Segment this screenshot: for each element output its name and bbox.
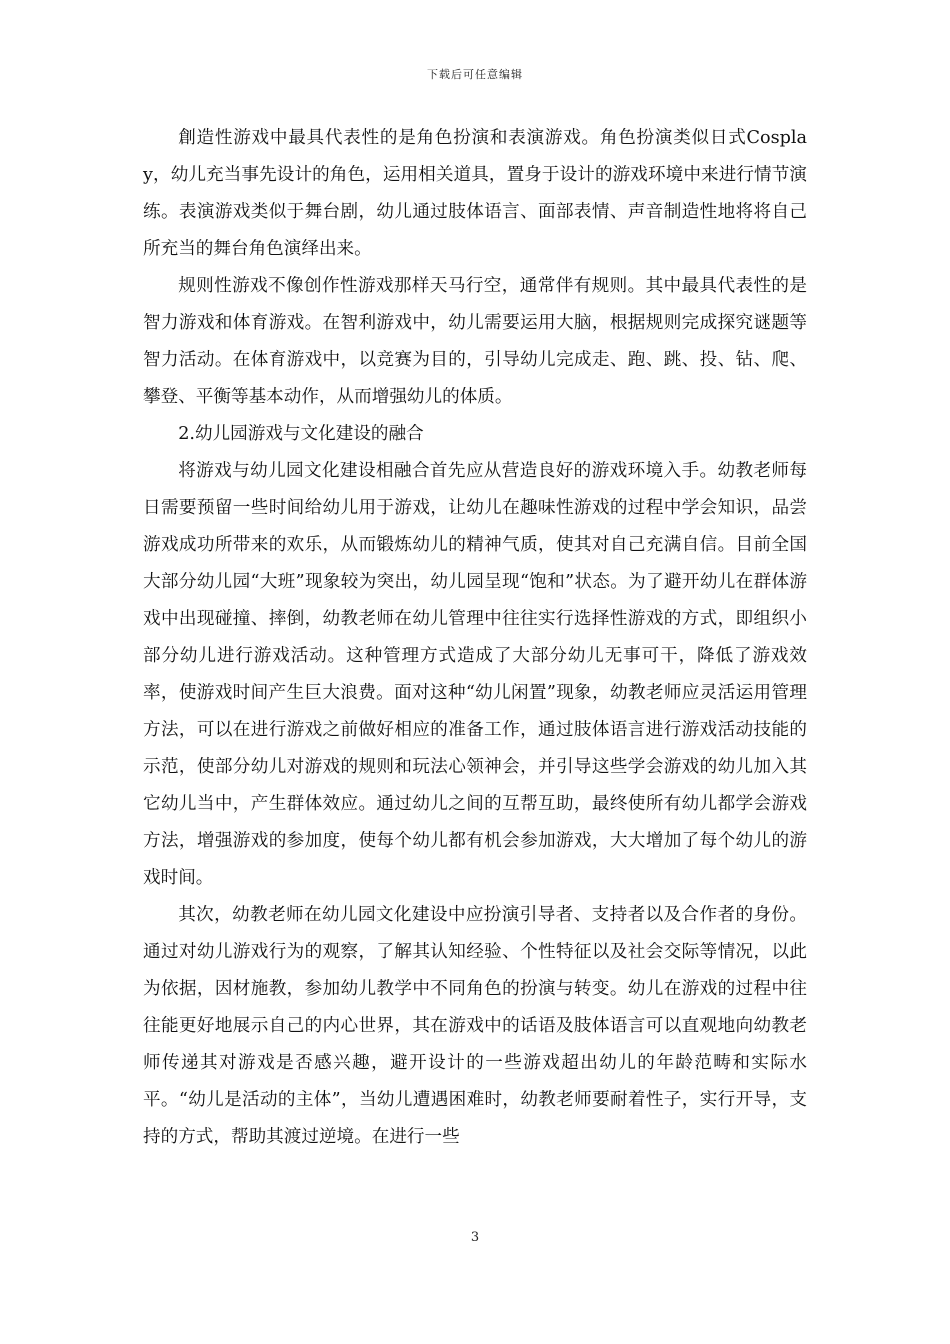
- page-number: 3: [470, 1230, 480, 1245]
- page-header: 下载后可任意编辑: [427, 68, 523, 81]
- paragraph-game-environment: 将游戏与幼儿园文化建设相融合首先应从营造良好的游戏环境入手。幼教老师每日需要预留一些时间给幼儿用于游戏，让幼儿在趣味性游戏的过程中学会知识，品尝游戏成功所带来的欢乐，从而锻炼幼儿的精神气质，使其对自己充满自信。目前全国大部分幼儿园“大班”现象较为突出，幼儿园呈现“饱和”状态。为了避开幼儿在群体游戏中出现碰撞、摔倒，幼教老师在幼儿管理中往往实行选择性游戏的方式，即组织小部分幼儿进行游戏活动。这种管理方式造成了大部分幼儿无事可干，降低了游戏效率，使游戏时间产生巨大浪费。面对这种“幼儿闲置”现象，幼教老师应灵活运用管理方法，可以在进行游戏之前做好相应的准备工作，通过肢体语言进行游戏活动技能的示范，使部分幼儿对游戏的规则和玩法心领神会，并引导这些学会游戏的幼儿加入其它幼儿当中，产生群体效应。通过幼儿之间的互帮互助，最终使所有幼儿都学会游戏方法，增强游戏的参加度，使每个幼儿都有机会参加游戏，大大增加了每个幼儿的游戏时间。: [143, 461, 807, 888]
- section-heading: 2.幼儿园游戏与文化建设的融合: [178, 424, 424, 444]
- paragraph-teacher-role: 其次，幼教老师在幼儿园文化建设中应扮演引导者、支持者以及合作者的身份。通过对幼儿游戏行为的观察，了解其认知经验、个性特征以及社会交际等情况，以此为依据，因材施教，参加幼儿教学中不同角色的扮演与转变。幼儿在游戏的过程中往往能更好地展示自己的内心世界，其在游戏中的话语及肢体语言可以直观地向幼教老师传递其对游戏是否感兴趣，避开设计的一些游戏超出幼儿的年龄范畴和实际水平。“幼儿是活动的主体”，当幼儿遭遇困难时，幼教老师要耐着性子，实行开导，支持的方式，帮助其渡过逆境。在进行一些: [143, 905, 807, 1147]
- paragraph-rule-games: 规则性游戏不像创作性游戏那样天马行空，通常伴有规则。其中最具代表性的是智力游戏和体育游戏。在智利游戏中，幼儿需要运用大脑，根据规则完成探究谜题等智力活动。在体育游戏中，以竞赛为目的，引导幼儿完成走、跑、跳、投、钻、爬、攀登、平衡等基本动作，从而增强幼儿的体质。: [143, 276, 807, 407]
- paragraph-creative-games: 創造性游戏中最具代表性的是角色扮演和表演游戏。角色扮演类似日式Cosplay，幼儿充当事先设计的角色，运用相关道具，置身于设计的游戏环境中来进行情节演练。表演游戏类似于舞台剧，幼儿通过肢体语言、面部表情、声音制造性地将将自己所充当的舞台角色演绎出来。: [143, 128, 807, 259]
- document-body: [143, 120, 807, 1156]
